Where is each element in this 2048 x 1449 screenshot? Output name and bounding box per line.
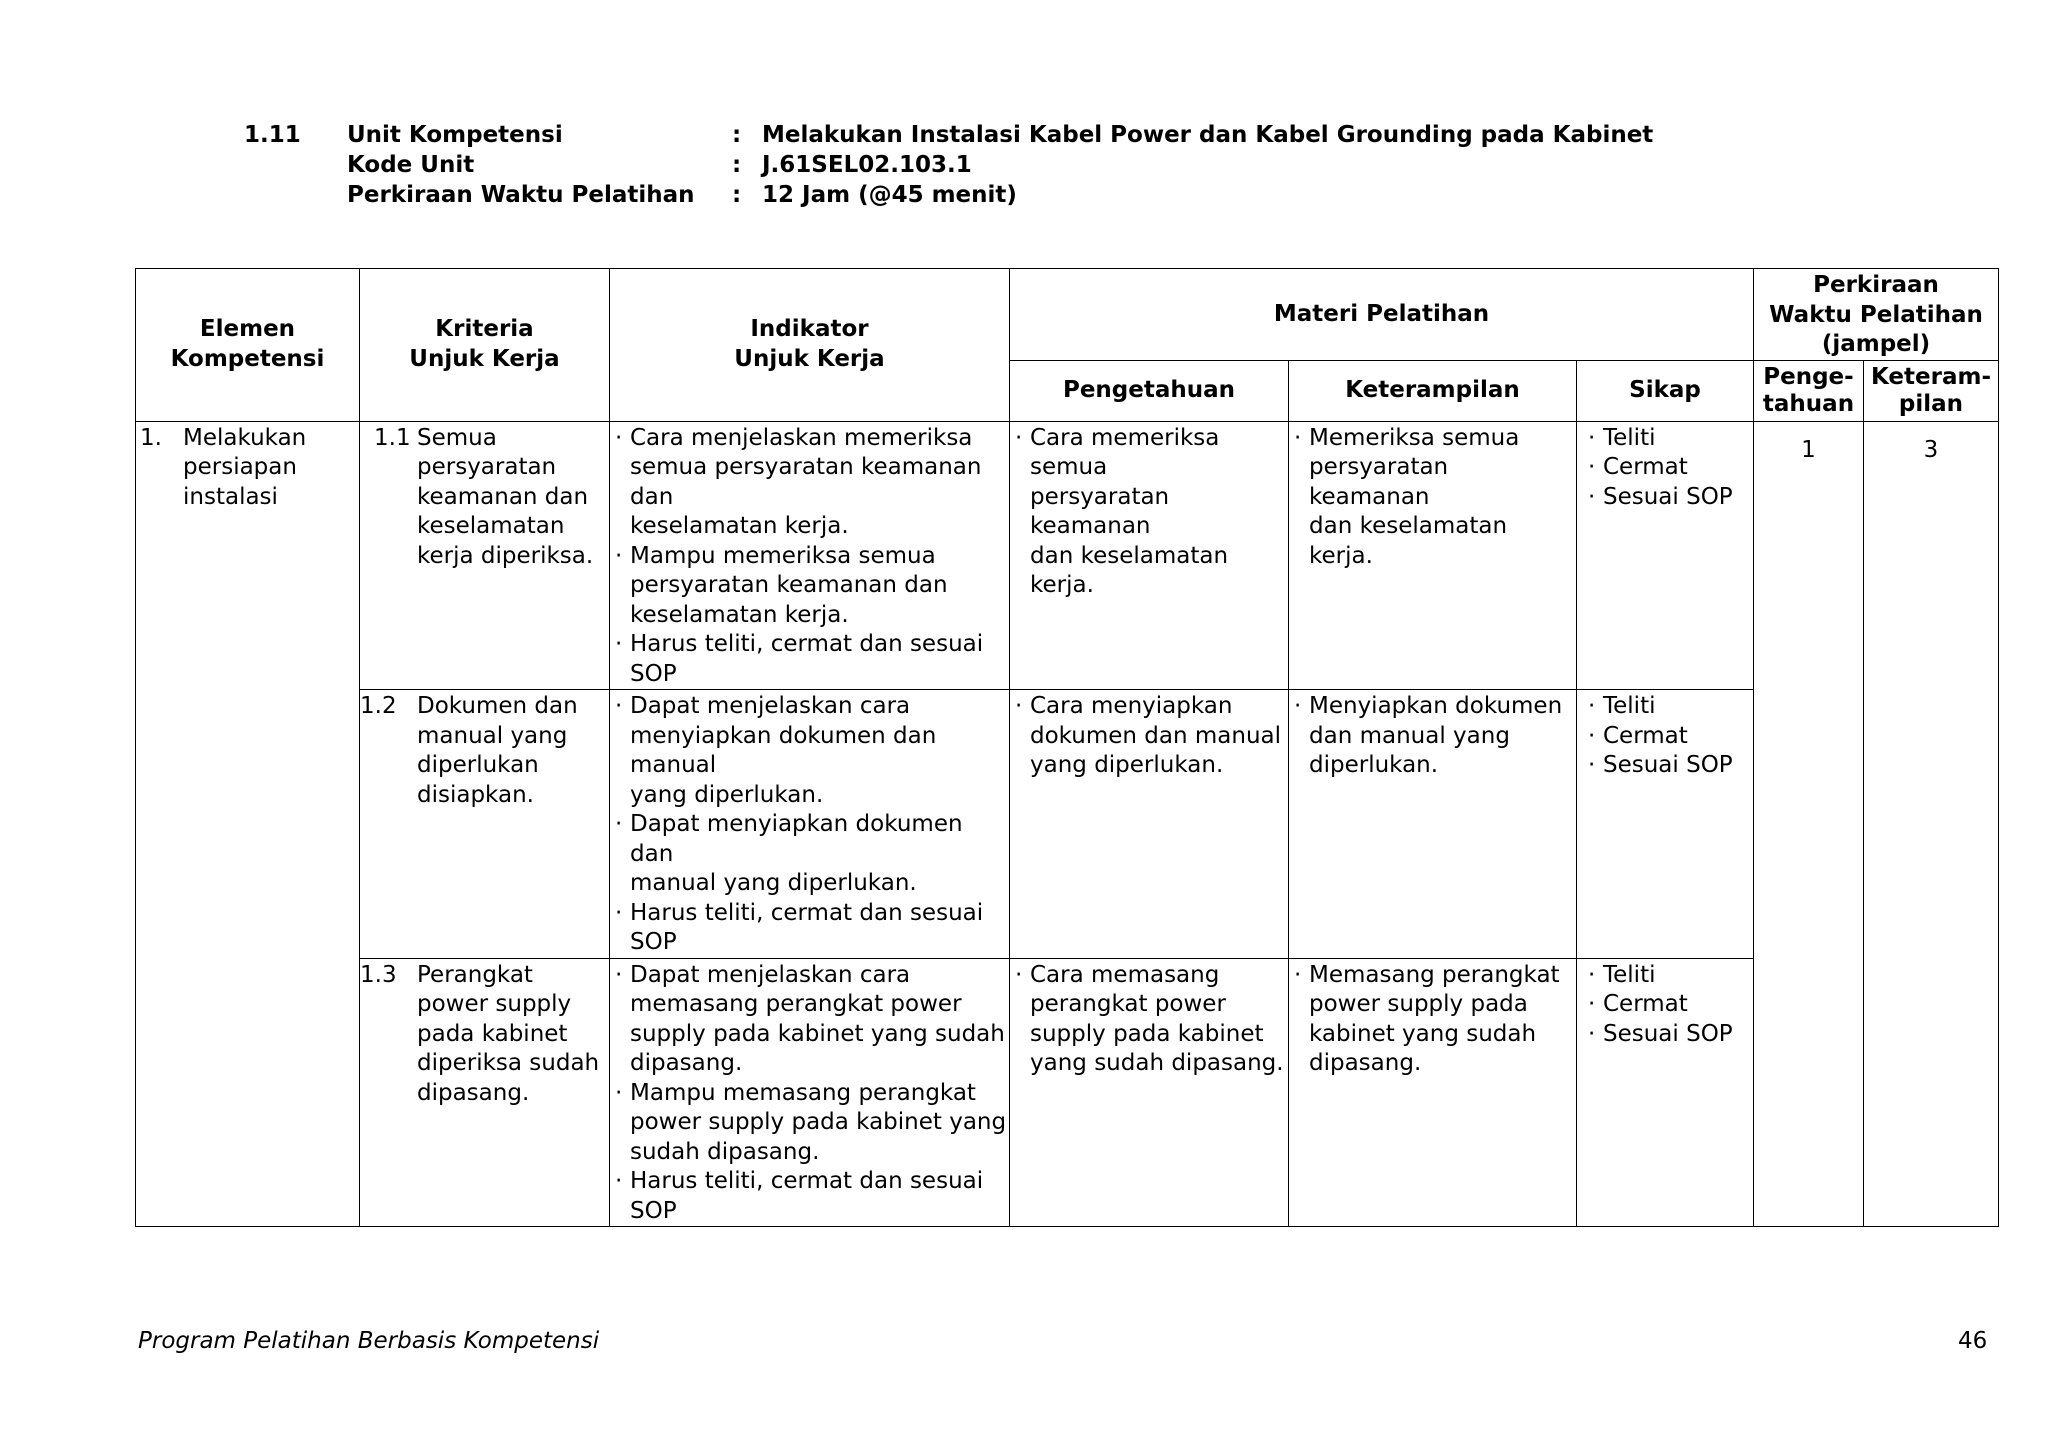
list-item: · Sesuai SOP xyxy=(1588,752,1733,778)
header-pengetahuan: Pengetahuan xyxy=(1010,360,1289,421)
list-item: · Cara menyiapkan dokumen dan manual yang diperlukan. xyxy=(1015,693,1282,778)
list-item: · Menyiapkan dokumen dan manual yang diperlukan. xyxy=(1294,693,1563,778)
header-materi: Materi Pelatihan xyxy=(1010,269,1754,361)
sikap-cell xyxy=(1577,421,1754,690)
footer-title: Program Pelatihan Berbasis Kompetensi xyxy=(138,1328,600,1354)
kriteria-cell: 1.1 Semua persyaratan keamanan dan keselamatan kerja diperiksa. xyxy=(360,421,610,690)
element-line: persiapan xyxy=(183,454,297,480)
colon: : xyxy=(732,122,742,148)
list-item: · Cermat xyxy=(1588,722,1688,749)
kriteria-number: 1.2 xyxy=(360,693,397,719)
indikator-cell xyxy=(610,421,1010,690)
duration-value: 12 Jam (@45 menit) xyxy=(762,182,1017,208)
list-item: · Cara menjelaskan memeriksa semua persyaratan keamanan dan keselamatan kerja. xyxy=(615,424,982,539)
kriteria-number: 1.1 xyxy=(374,424,411,451)
code-value: J.61SEL02.103.1 xyxy=(762,152,972,178)
list-item: · Mampu memeriksa semua persyaratan keamanan dan keselamatan kerja. xyxy=(615,542,948,628)
unit-header xyxy=(244,120,1653,210)
list-item: · Sesuai SOP xyxy=(1588,483,1733,510)
list-item: · Mampu memasang perangkat power supply pada kabinet yang sudah dipasang. xyxy=(615,1079,1007,1165)
keterampilan-cell xyxy=(1289,421,1577,690)
list-item: · Dapat menjelaskan cara menyiapkan dokumen dan manual yang diperlukan. xyxy=(615,693,937,808)
list-item: · Cermat xyxy=(1588,991,1688,1017)
header-row-code xyxy=(244,150,1653,180)
list-item: · Harus teliti, cermat dan sesuai SOP xyxy=(615,631,984,687)
pengetahuan-cell xyxy=(1010,958,1289,1227)
element-line: Melakukan xyxy=(183,424,307,451)
header-row-unit xyxy=(244,120,1653,150)
waktu-pengetahuan-cell xyxy=(1754,421,1864,1227)
table-row xyxy=(136,690,1999,959)
list-item: · Cara memeriksa semua persyaratan keamanan dan keselamatan kerja. xyxy=(1015,424,1229,598)
header-waktu: Perkiraan Waktu Pelatihan (jampel) xyxy=(1754,269,1999,361)
page-number: 46 xyxy=(1958,1328,1988,1354)
kriteria-cell: 1.2 Dokumen dan manual yang diperlukan disiapkan. xyxy=(360,690,610,959)
duration-label: Perkiraan Waktu Pelatihan xyxy=(347,182,695,208)
element-cell xyxy=(136,421,360,1227)
element-number: 1. xyxy=(140,424,162,451)
pengetahuan-cell xyxy=(1010,421,1289,690)
unit-label: Unit Kompetensi xyxy=(347,122,563,148)
waktu-keterampilan-cell xyxy=(1864,421,1999,1227)
kriteria-cell: 1.3 Perangkat power supply pada kabinet diperiksa sudah dipasang. xyxy=(360,958,610,1227)
indikator-cell xyxy=(610,690,1010,959)
list-item: · Cara memasang perangkat power supply pada kabinet yang sudah dipasang. xyxy=(1015,961,1284,1076)
kriteria-number: 1.3 xyxy=(360,961,397,988)
table-row xyxy=(136,958,1999,1227)
header-indikator: Indikator Unjuk Kerja xyxy=(610,269,1010,422)
list-item: · Teliti xyxy=(1588,424,1656,451)
sikap-cell xyxy=(1577,958,1754,1227)
waktu-pengetahuan-value: 1 xyxy=(1801,436,1816,463)
indikator-cell xyxy=(610,958,1010,1227)
sikap-cell xyxy=(1577,690,1754,959)
header-sikap: Sikap xyxy=(1577,360,1754,421)
header-kriteria: Kriteria Unjuk Kerja xyxy=(360,269,610,422)
waktu-keterampilan-value: 3 xyxy=(1923,436,1939,463)
keterampilan-cell xyxy=(1289,690,1577,959)
code-label: Kode Unit xyxy=(347,152,475,178)
list-item: · Memeriksa semua persyaratan keamanan dan keselamatan kerja. xyxy=(1294,424,1520,569)
list-item: · Sesuai SOP xyxy=(1588,1020,1733,1047)
list-item: · Dapat menjelaskan cara memasang perangkat power supply pada kabinet yang sudah dipasang. xyxy=(615,961,1005,1076)
unit-value: Melakukan Instalasi Kabel Power dan Kabel Grounding pada Kabinet xyxy=(762,122,1654,148)
element-line: instalasi xyxy=(183,483,278,510)
list-item: · Cermat xyxy=(1588,454,1688,480)
table-row xyxy=(136,421,1999,690)
list-item: · Harus teliti, cermat dan sesuai SOP xyxy=(615,1168,984,1224)
header-waktu-pengetahuan: Penge- tahuan xyxy=(1754,360,1864,421)
header-waktu-keterampilan: Keteram- pilan xyxy=(1864,360,1999,421)
list-item: · Teliti xyxy=(1588,693,1656,719)
pengetahuan-cell xyxy=(1010,690,1289,959)
list-item: · Dapat menyiapkan dokumen dan manual yang diperlukan. xyxy=(615,811,963,896)
competency-table xyxy=(135,268,1999,1227)
header-keterampilan: Keterampilan xyxy=(1289,360,1577,421)
header-elemen: Elemen Kompetensi xyxy=(136,269,360,422)
list-item: · Harus teliti, cermat dan sesuai SOP xyxy=(615,899,984,955)
section-number: 1.11 xyxy=(244,122,301,148)
list-item: · Teliti xyxy=(1588,961,1656,988)
header-row-duration xyxy=(244,180,1653,210)
keterampilan-cell xyxy=(1289,958,1577,1227)
list-item: · Memasang perangkat power supply pada kabinet yang sudah dipasang. xyxy=(1294,961,1560,1076)
colon: : xyxy=(732,182,742,208)
colon: : xyxy=(732,152,742,178)
